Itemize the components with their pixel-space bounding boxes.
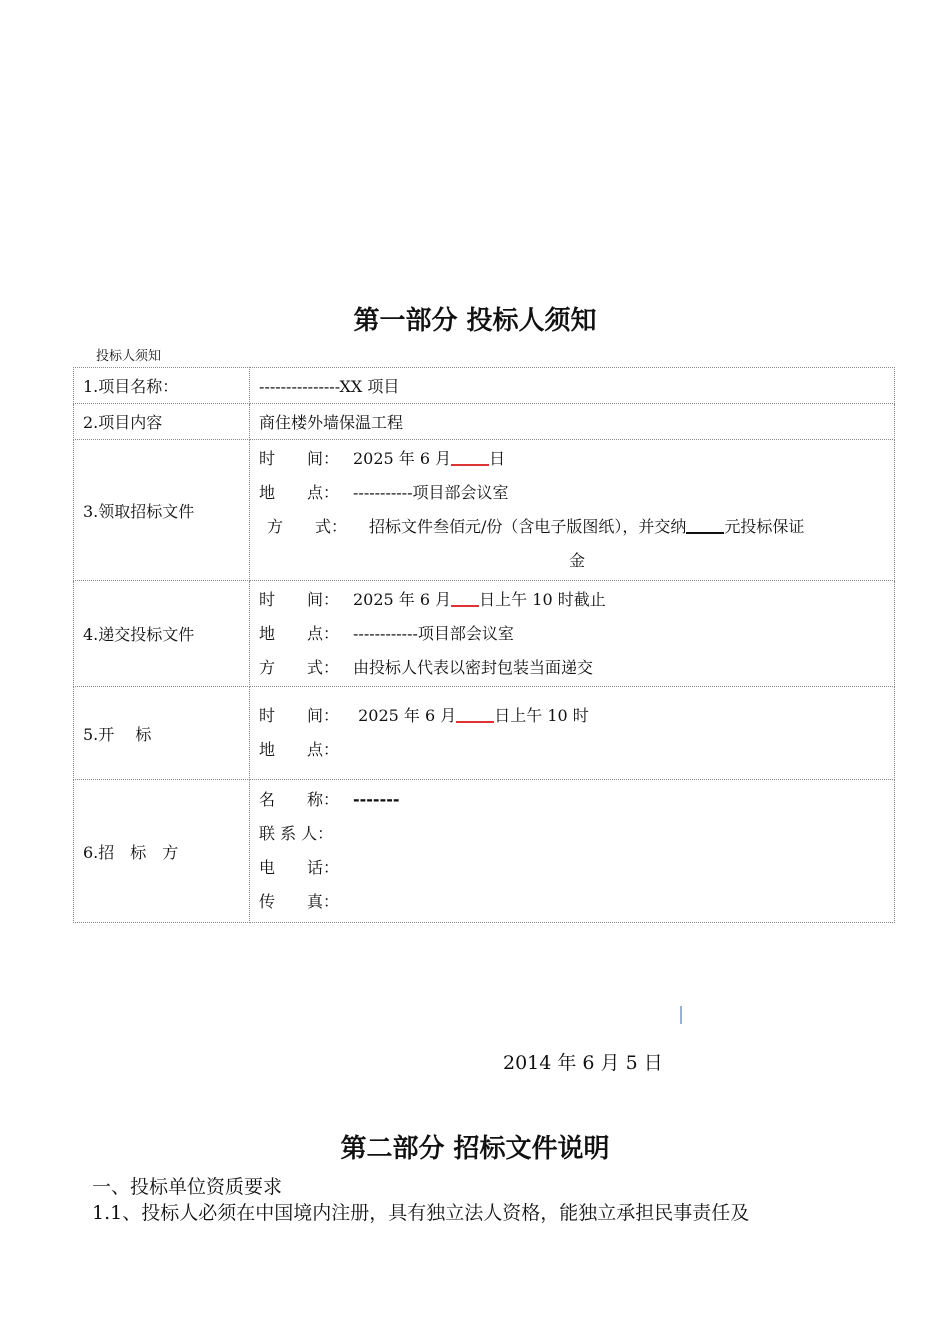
- name-line: 名 称： -------: [259, 790, 400, 809]
- row-value: [250, 780, 895, 923]
- time-line: 时 间： 2025 年 6 月 日上午 10 时截止: [259, 583, 894, 617]
- part2-title: 第二部分 招标文件说明: [340, 1134, 610, 1164]
- date-blank: [451, 587, 479, 607]
- text-cursor: [680, 1006, 682, 1024]
- fax-line: 传 真：: [259, 892, 340, 911]
- row-value: ---------------XX 项目: [250, 368, 895, 404]
- row-label: 6.招 标 方: [74, 780, 250, 923]
- table-row-bid-opening: [74, 687, 895, 780]
- method-line: 方 式： 招标文件叁佰元/份（含电子版图纸），并交纳 元投标保证: [259, 510, 894, 544]
- table-caption: 投标人须知: [96, 349, 162, 364]
- document-date: 2014 年 6 月 5 日: [503, 1052, 663, 1074]
- method-line-wrap: 金: [569, 551, 586, 570]
- date-blank: [451, 446, 489, 466]
- table-row-submit-documents: [74, 581, 895, 687]
- table-row-project-name: [74, 368, 895, 404]
- deposit-blank: [686, 514, 724, 534]
- row-value: 商住楼外墙保温工程: [250, 404, 895, 440]
- time-line: 时 间： 2025 年 6 月 日: [259, 442, 894, 476]
- bidder-notice-table: [73, 367, 895, 923]
- row-value: [250, 440, 895, 581]
- place-line: 地 点： -----------项目部会议室: [259, 483, 509, 502]
- date-blank: [456, 703, 494, 723]
- row-value: [250, 581, 895, 687]
- contact-line: 联 系 人：: [259, 824, 334, 843]
- row-label: 2.项目内容: [74, 404, 250, 440]
- time-line: 时 间： 2025 年 6 月 日上午 10 时: [259, 699, 894, 733]
- place-line: 地 点：: [259, 740, 340, 759]
- row-label: 1.项目名称：: [74, 368, 250, 404]
- part1-title: 第一部分 投标人须知: [353, 306, 597, 336]
- section-heading: 一、投标单位资质要求: [92, 1176, 283, 1198]
- phone-line: 电 话：: [259, 858, 340, 877]
- row-label: 4.递交投标文件: [74, 581, 250, 687]
- row-label: 5.开 标: [74, 687, 250, 780]
- row-label: 3.领取招标文件: [74, 440, 250, 581]
- table-row-tenderer: [74, 780, 895, 923]
- method-line: 方 式： 由投标人代表以密封包装当面递交: [259, 657, 594, 677]
- table-row-obtain-documents: [74, 440, 895, 581]
- table-row-project-content: [74, 404, 895, 440]
- place-line: 地 点： ------------项目部会议室: [259, 623, 514, 643]
- section-paragraph: 1.1、投标人必须在中国境内注册，具有独立法人资格，能独立承担民事责任及: [92, 1202, 750, 1224]
- row-value: [250, 687, 895, 780]
